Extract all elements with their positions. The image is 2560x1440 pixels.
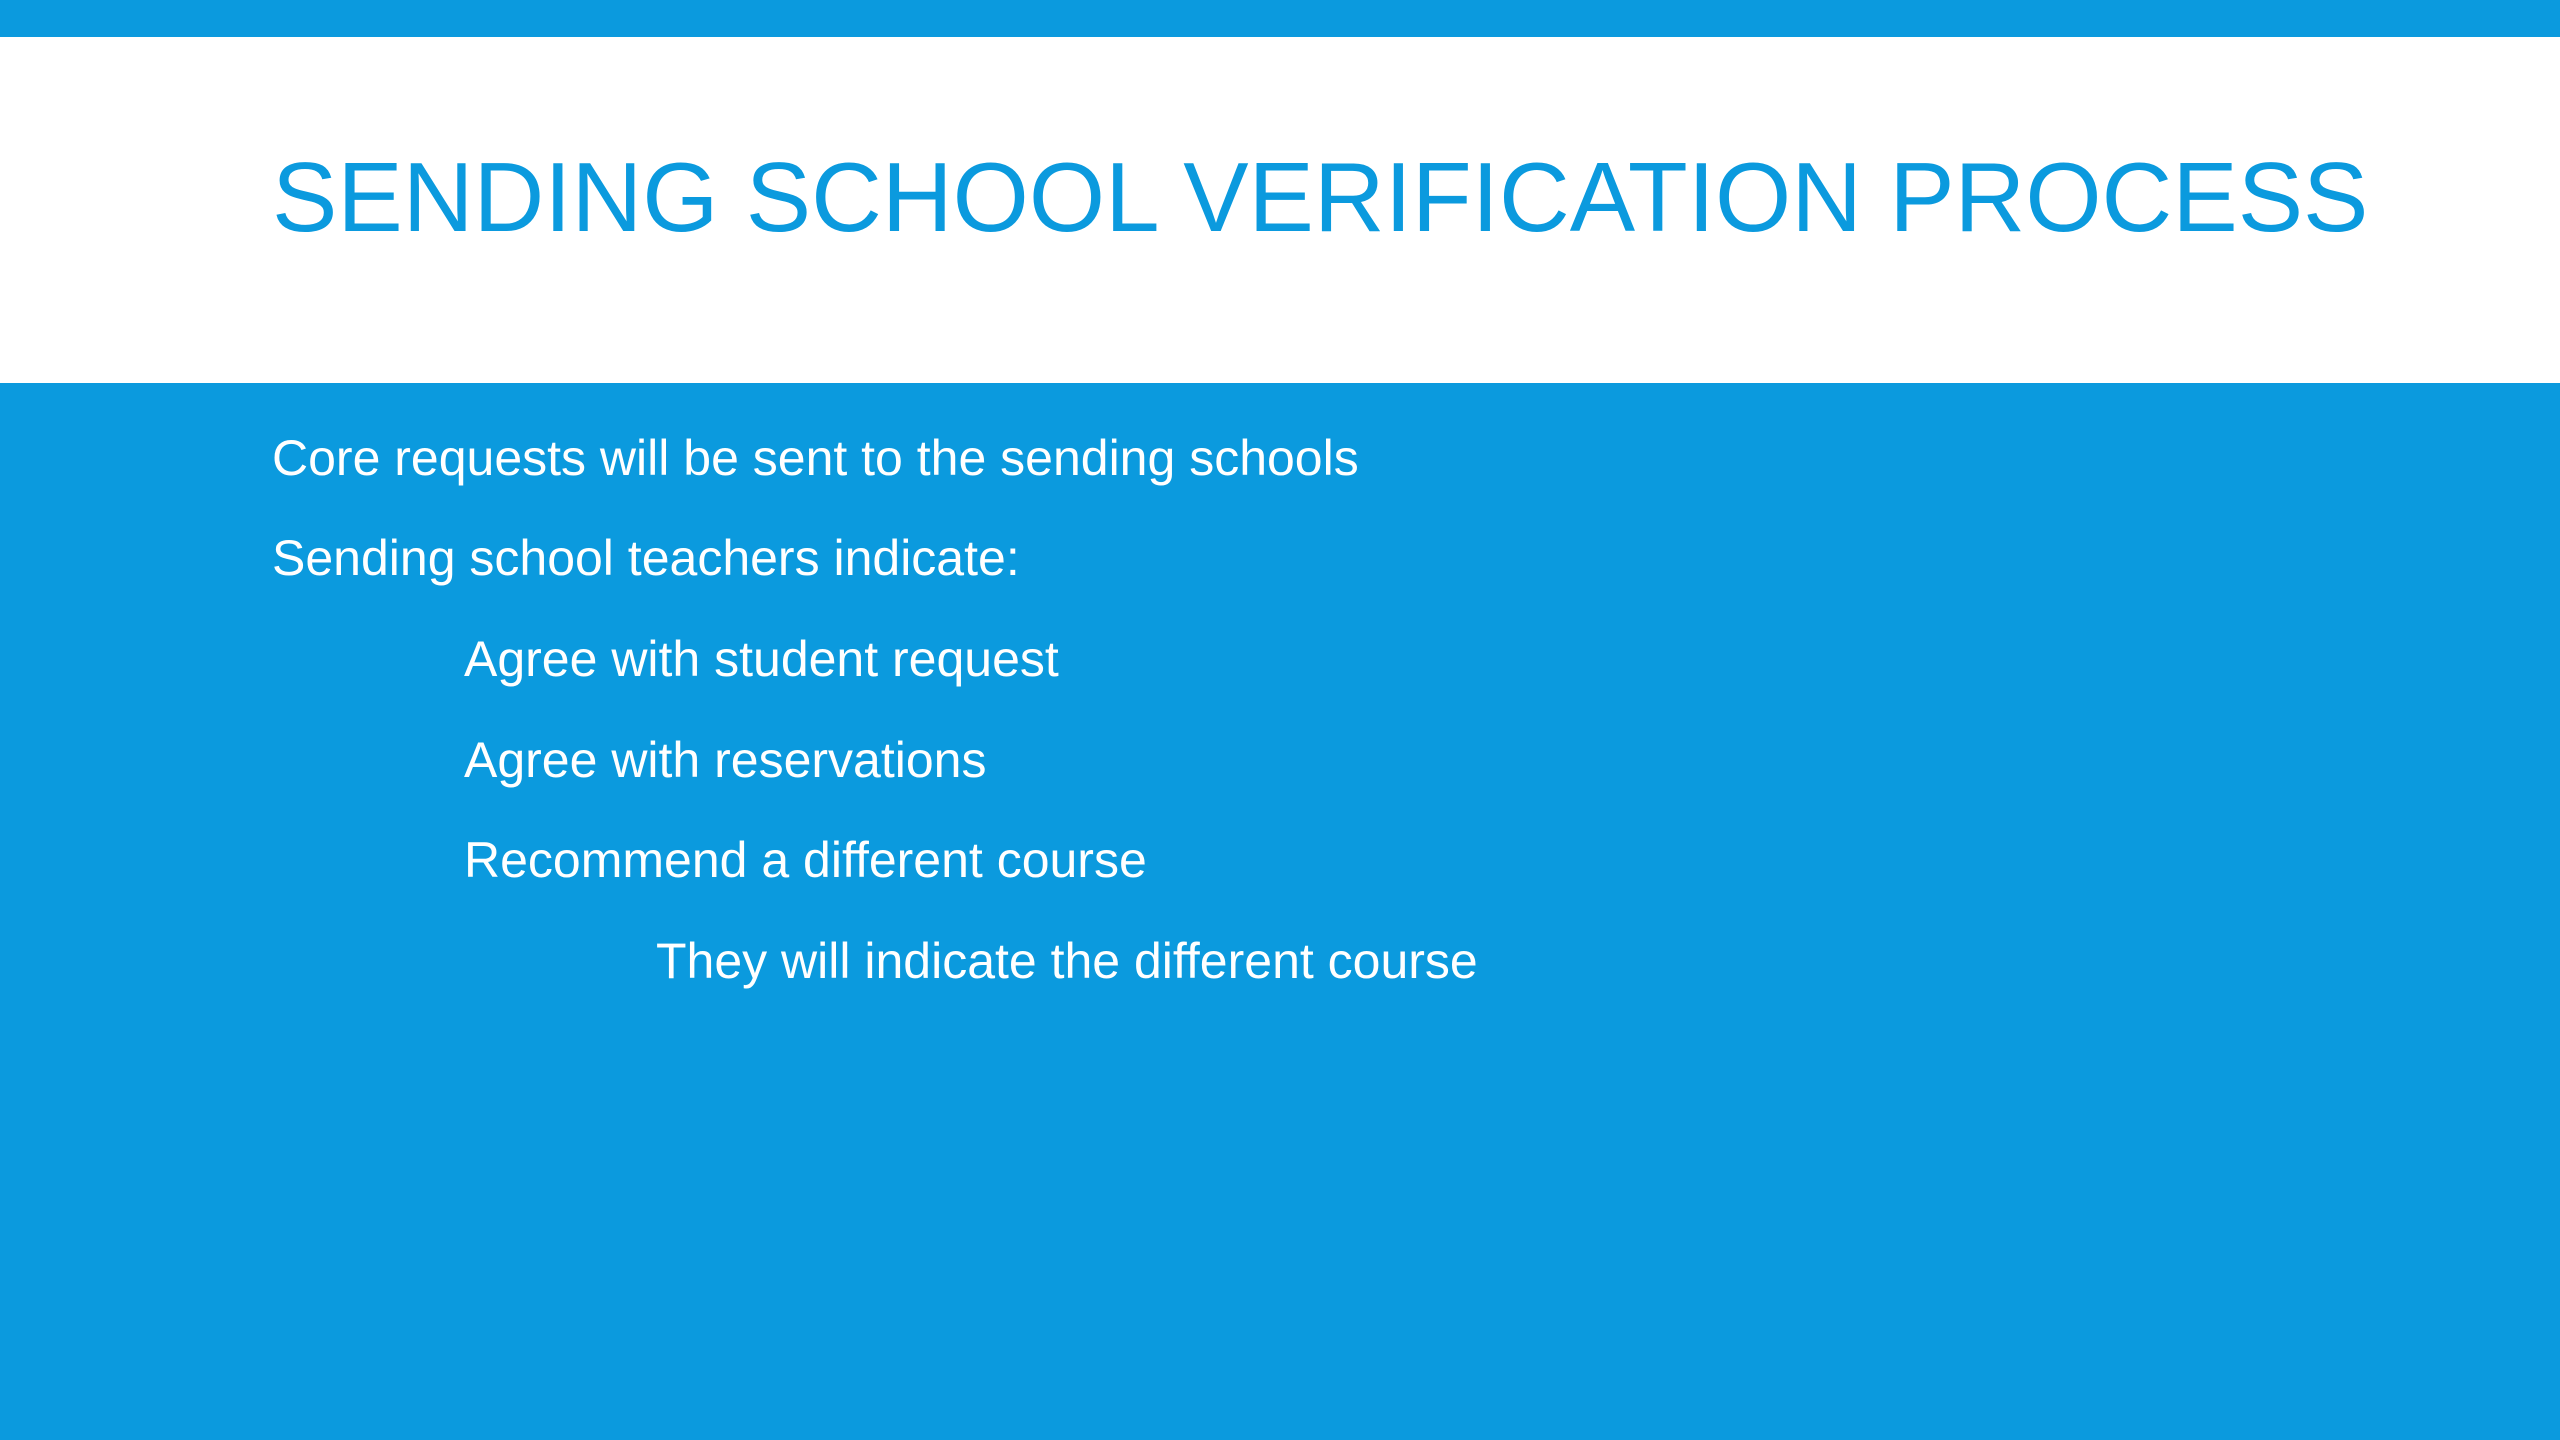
sub-bullet-agree-reservations: Agree with reservations — [464, 732, 987, 788]
bullet-core-requests: Core requests will be sent to the sending schools — [272, 430, 1359, 486]
sub-bullet-recommend-course: Recommend a different course — [464, 832, 1147, 888]
sub-bullet-agree-request: Agree with student request — [464, 631, 1059, 687]
bullet-sending-teachers: Sending school teachers indicate: — [272, 530, 1020, 586]
sub-sub-bullet-indicate-course: They will indicate the different course — [656, 933, 1478, 989]
slide-title: SENDING SCHOOL VERIFICATION PROCESS — [272, 142, 2369, 252]
